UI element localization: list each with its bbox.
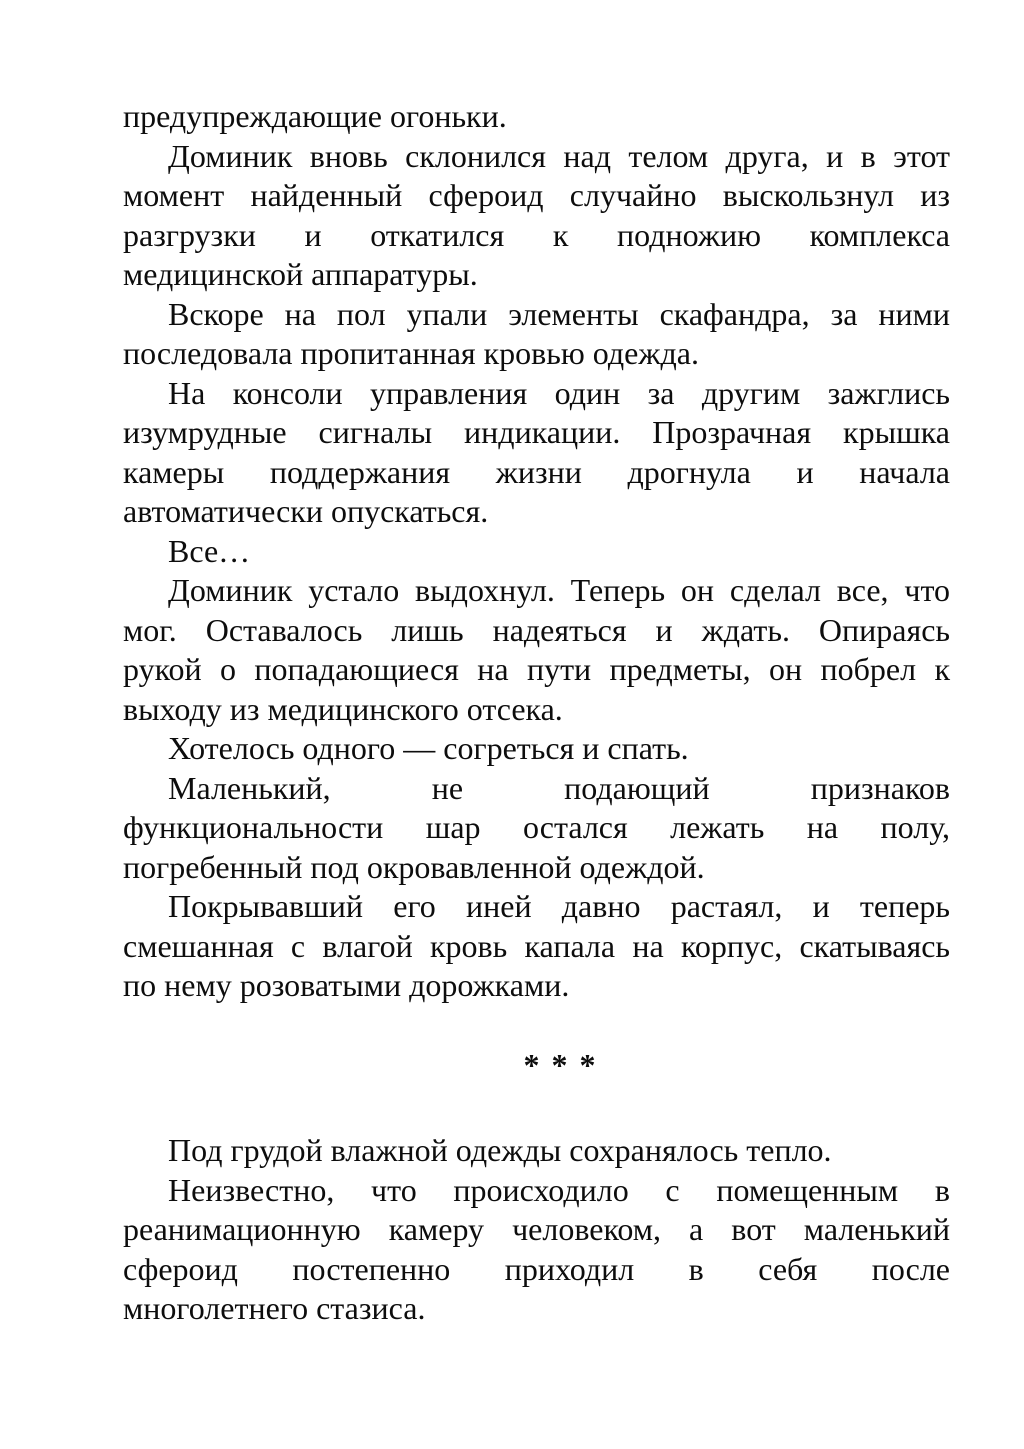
paragraph — [123, 97, 950, 137]
text-line: На консоли управления один за другим зажглись — [168, 374, 950, 411]
text-block-before-separator — [123, 97, 950, 1006]
text-line: Покрывавший его иней давно растаял, и теперь — [168, 888, 950, 924]
text-line: функциональности шар остался лежать на полу, — [123, 809, 950, 845]
text-line: реанимационную камеру человеком, а вот маленький — [123, 1211, 950, 1247]
paragraph — [123, 769, 950, 888]
text-line: медицинской аппаратуры. — [123, 256, 478, 292]
text-line: изумрудные сигналы индикации. Прозрачная крышка — [123, 414, 950, 450]
paragraph — [123, 729, 950, 769]
text-line: автоматически опускаться. — [123, 493, 489, 529]
text-line: многолетнего стазиса. — [123, 1290, 426, 1326]
text-line: Вскоре на пол упали элементы скафандра, за ними — [168, 295, 950, 332]
paragraph — [123, 1171, 950, 1329]
text-line: Все… — [168, 532, 251, 569]
text-line: погребенный под окровавленной одеждой. — [123, 848, 705, 885]
text-line: Под грудой влажной одежды сохранялось тепло. — [168, 1132, 832, 1168]
text-line: предупреждающие огоньки. — [123, 98, 507, 134]
text-line: момент найденный сфероид случайно выскользнул из — [123, 177, 950, 213]
text-line: рукой о попадающиеся на пути предметы, он побрел к — [123, 651, 950, 687]
text-line: смешанная с влагой кровь капала на корпус, скатываясь — [123, 927, 950, 964]
paragraph — [123, 1131, 950, 1171]
paragraph — [123, 374, 950, 532]
text-block-after-separator — [123, 1131, 950, 1329]
paragraph — [123, 137, 950, 295]
text-column — [123, 97, 950, 1329]
text-line: по нему розоватыми дорожками. — [123, 967, 570, 1003]
paragraph — [123, 295, 950, 374]
text-line: сфероид постепенно приходил в себя после — [123, 1250, 950, 1287]
text-line: Доминик вновь склонился над телом друга, и в этот — [168, 137, 950, 174]
text-line: Доминик устало выдохнул. Теперь он сделал все, что — [168, 572, 950, 608]
text-line: разгрузки и откатился к подножию комплекса — [123, 216, 950, 253]
paragraph — [123, 571, 950, 729]
text-line: Неизвестно, что происходило с помещенным в — [168, 1171, 950, 1208]
text-line: камеры поддержания жизни дрогнула и начала — [123, 453, 950, 490]
text-line: Маленький, не подающий признаков — [168, 769, 950, 806]
paragraph — [123, 532, 950, 572]
text-line: мог. Оставалось лишь надеяться и ждать. Опираясь — [123, 611, 950, 648]
text-line: последовала пропитанная кровью одежда. — [123, 335, 699, 371]
text-line: Хотелось одного — согреться и спать. — [168, 730, 689, 766]
text-line: выходу из медицинского отсека. — [123, 690, 563, 727]
paragraph — [123, 887, 950, 1006]
section-separator: * * * — [523, 1046, 598, 1083]
